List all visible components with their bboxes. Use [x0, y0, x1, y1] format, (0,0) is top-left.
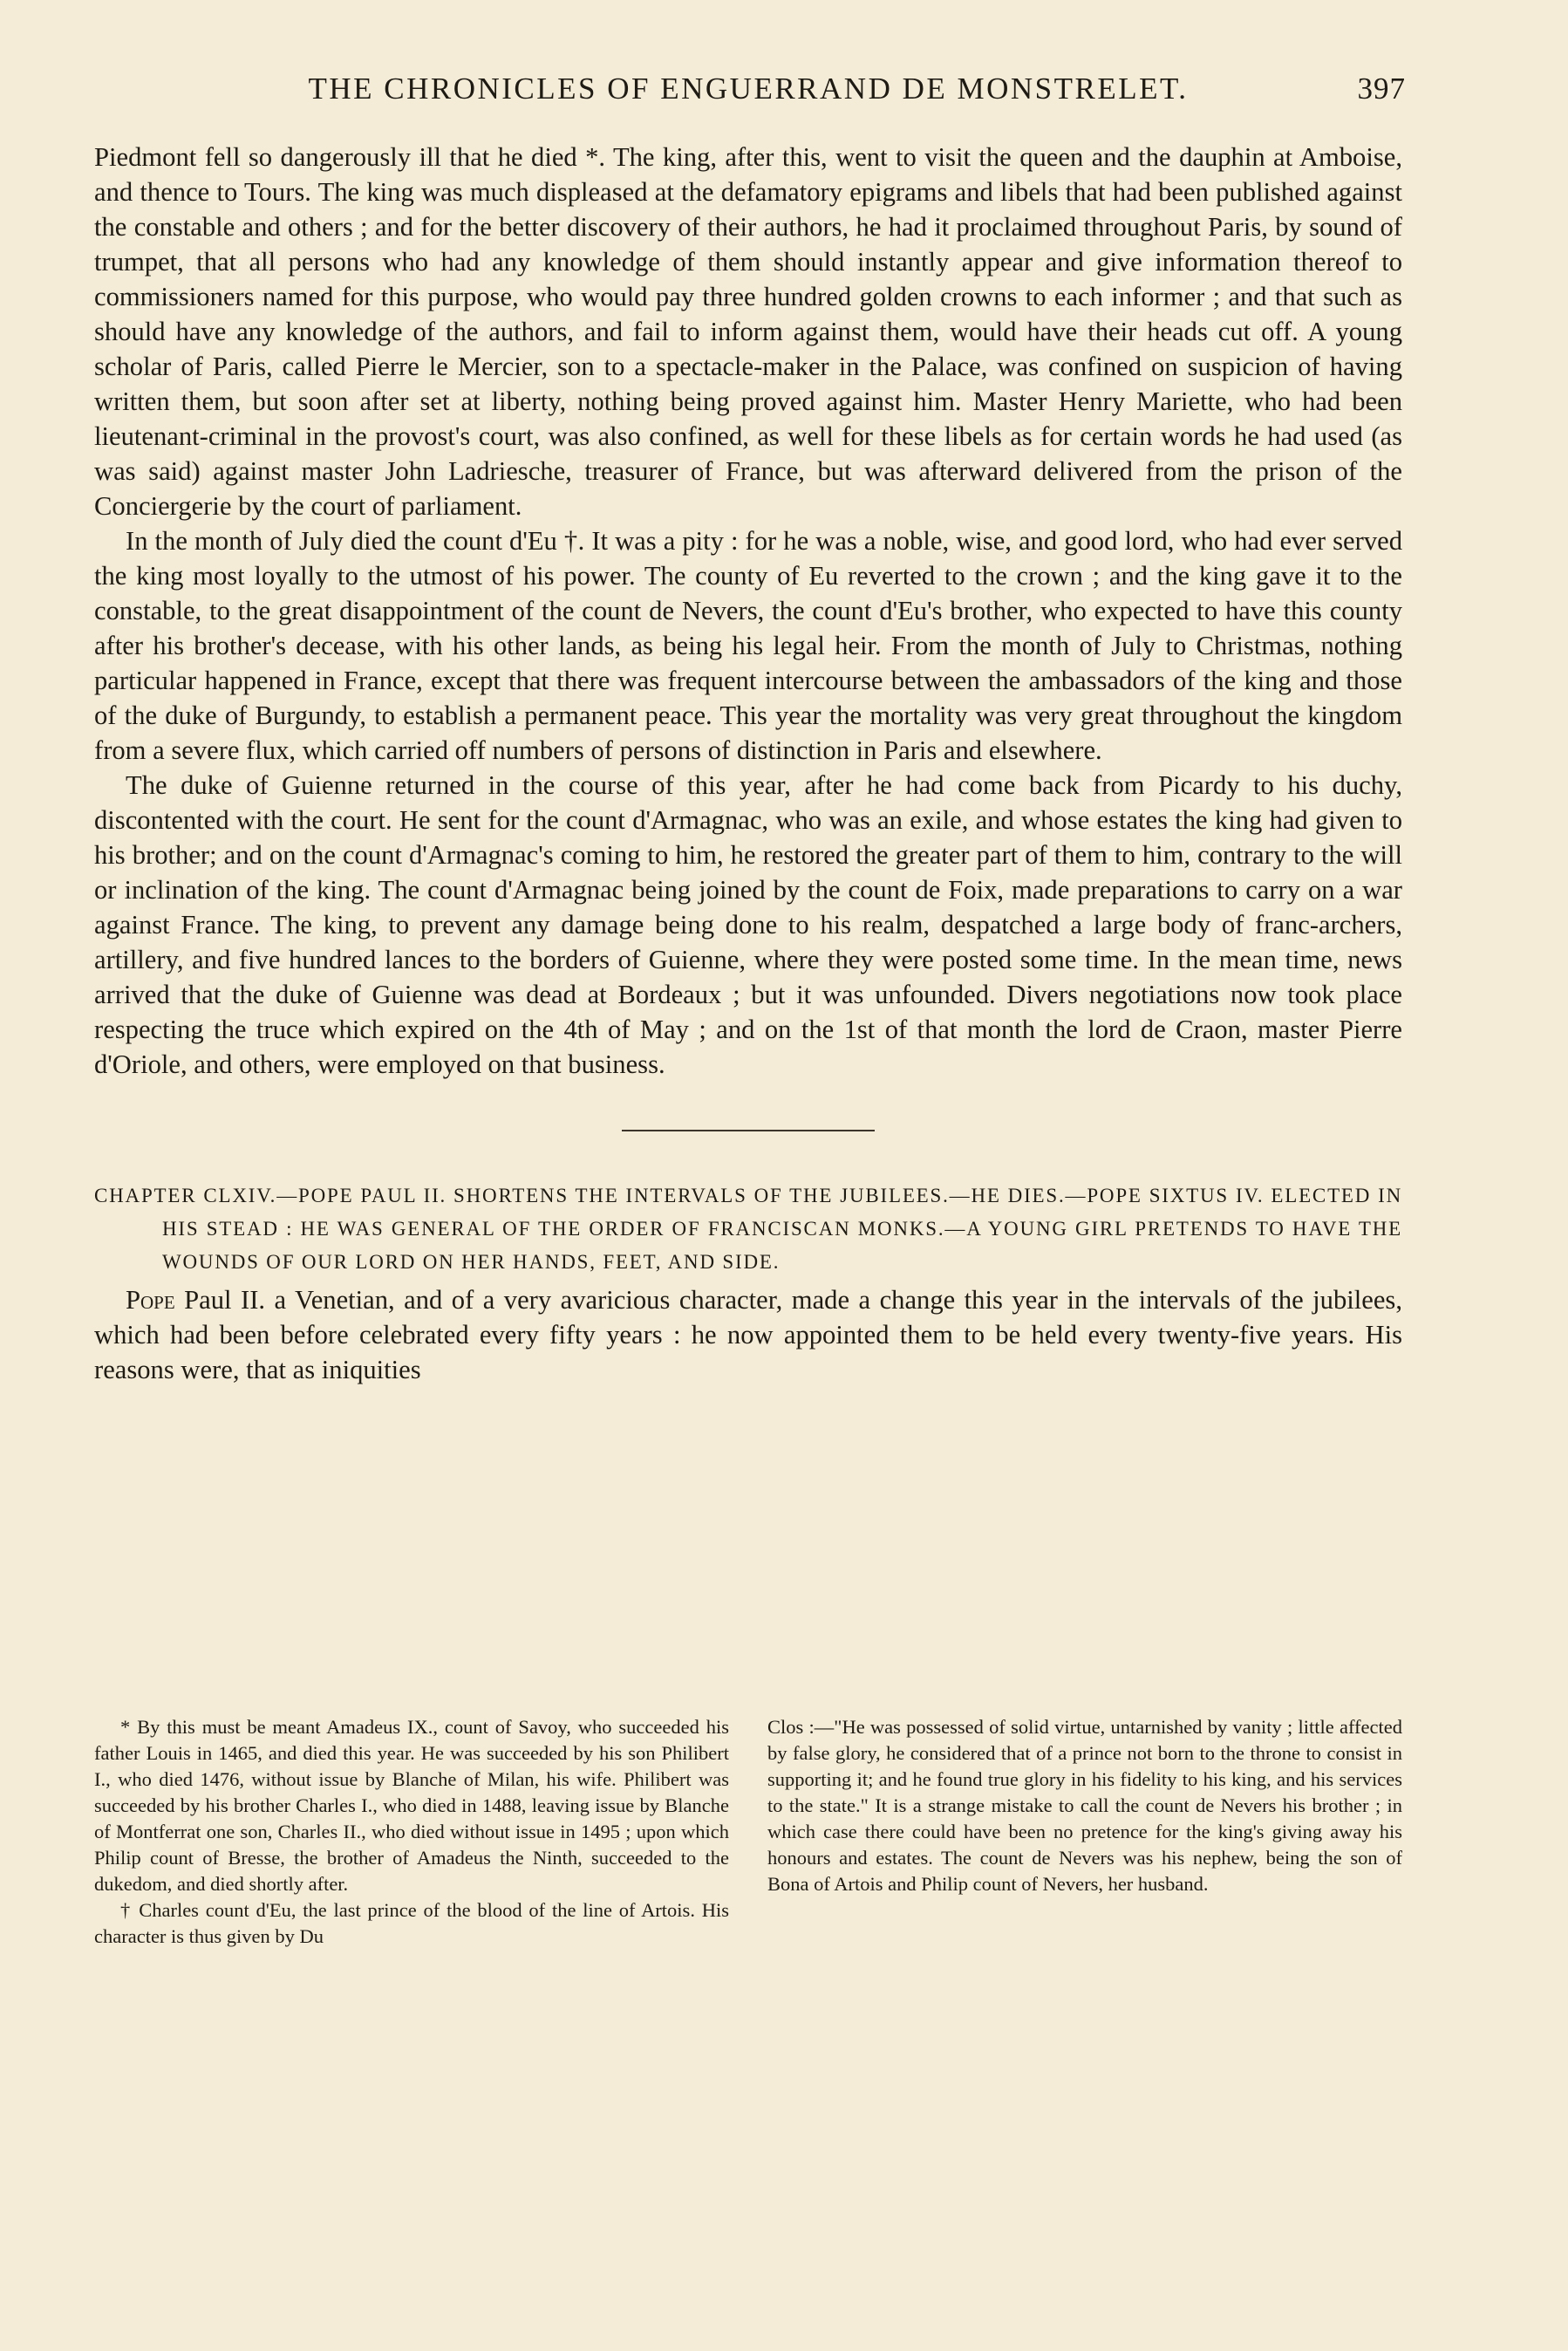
section-divider [622, 1130, 875, 1131]
paragraph: The duke of Guienne returned in the course of this year, after he had come back from Picardy to his duchy, discontented with the court. He sent for the count d'Armagnac, who was an exile, and whose estates the king had given to his brother; and on the count d'Armagnac's coming to him, he restored the greater part of them to him, contrary to the will or inclination of the king. The count d'Armagnac being joined by the count de Foix, made preparations to carry on a war against France. The king, to prevent any damage being done to his realm, despatched a large body of franc-archers, artillery, and five hundred lances to the borders of Guienne, where they were posted some time. In the mean time, news arrived that the duke of Guienne was dead at Bordeaux ; but it was unfounded. Divers negotiations now took place respecting the truce which expired on the 4th of May ; and on the 1st of that month the lord de Craon, master Pierre d'Oriole, and others, were employed on that business. [94, 770, 1402, 1079]
body-text [94, 140, 1402, 1082]
footnote: * By this must be meant Amadeus IX., count of Savoy, who succeeded his father Louis in 1465, and died this year. He was succeeded by his son Philibert I., who died 1476, without issue by Blanche of Milan, his wife. Philibert was succeeded by his brother Charles I., who died in 1488, leaving issue by Blanche of Montferrat one son, Charles II., who died without issue in 1495 ; upon which Philip count of Bresse, the brother of Amadeus the Ninth, succeeded to the dukedom, and died shortly after. [94, 1716, 729, 1895]
paragraph: Piedmont fell so dangerously ill that he died *. The king, after this, went to visit the queen and the dauphin at Amboise, and thence to Tours. The king was much displeased at the defamatory epigrams and libels that had been published against the constable and others ; and for the better discovery of their authors, he had it proclaimed throughout Paris, by sound of trumpet, that all persons who had any knowledge of them should instantly appear and give information thereof to commissioners named for this purpose, who would pay three hundred golden crowns to each informer ; and that such as should have any knowledge of the authors, and fail to inform against them, would have their heads cut off. A young scholar of Paris, called Pierre le Mercier, son to a spectacle-maker in the Palace, was confined on suspicion of having written them, but soon after set at liberty, nothing being proved against him. Master Henry Mariette, who had been lieutenant-criminal in the provost's court, was also confined, as well for these libels as for certain words he had used (as was said) against master John Ladriesche, treasurer of France, but was afterward delivered from the prison of the Conciergerie by the court of parliament. [94, 142, 1402, 521]
footnote-continuation: Clos :—"He was possessed of solid virtue, untarnished by vanity ; little affected by false glory, he considered that of a prince not born to the throne to consist in supporting it; and he found true glory in his fidelity to his king, and his services to the state." It is a strange mistake to call the count de Nevers his brother ; in which case there could have been no pretence for the king's giving away his honours and estates. The count de Nevers was his nephew, being the son of Bona of Artois and Philip count of Nevers, her husband. [767, 1716, 1402, 1895]
footnote: † Charles count d'Eu, the last prince of the blood of the line of Artois. His character is thus given by Du [94, 1899, 729, 1947]
running-head [94, 63, 1406, 115]
chapter-opening-word: Pope [126, 1285, 175, 1315]
paragraph: In the month of July died the count d'Eu †. It was a pity : for he was a noble, wise, and good lord, who had ever served the king most loyally to the utmost of his power. The county of Eu reverted to the crown ; and the king gave it to the constable, to the great disappointment of the count de Nevers, the count d'Eu's brother, who expected to have this county after his brother's decease, with his other lands, as being his legal heir. From the month of July to Christmas, nothing particular happened in France, except that there was frequent intercourse between the ambassadors of the king and those of the duke of Burgundy, to establish a permanent peace. This year the mortality was very great throughout the kingdom from a severe flux, which carried off numbers of persons of distinction in Paris and elsewhere. [94, 526, 1402, 765]
chapter-body [94, 1282, 1402, 1387]
page-number: 397 [1357, 72, 1406, 106]
page-content [94, 140, 1402, 1387]
chapter-heading: CHAPTER CLXIV.—POPE PAUL II. SHORTENS THE INTERVALS OF THE JUBILEES.—HE DIES.—POPE SIXTUS IV. ELECTED IN HIS STEAD : HE WAS GENERAL OF THE ORDER OF FRANCISCAN MONKS.—A YOUNG GIRL PRETENDS TO HAVE THE WOUNDS OF OUR LORD ON HER HANDS, FEET, AND SIDE. [94, 1185, 1402, 1273]
chapter-opening-paragraph [94, 1282, 1402, 1387]
footnote-column-left [94, 1714, 729, 1950]
footnote-column-right [767, 1714, 1402, 1950]
chapter-opening-text: Paul II. a Venetian, and of a very avaricious character, made a change this year in the intervals of the jubilees, which had been before celebrated every fifty years : he now appointed them to be held every twenty-five years. His reasons were, that as iniquities [94, 1285, 1402, 1384]
running-title: THE CHRONICLES OF ENGUERRAND DE MONSTRELET. [308, 72, 1189, 106]
footnotes [94, 1714, 1402, 1950]
